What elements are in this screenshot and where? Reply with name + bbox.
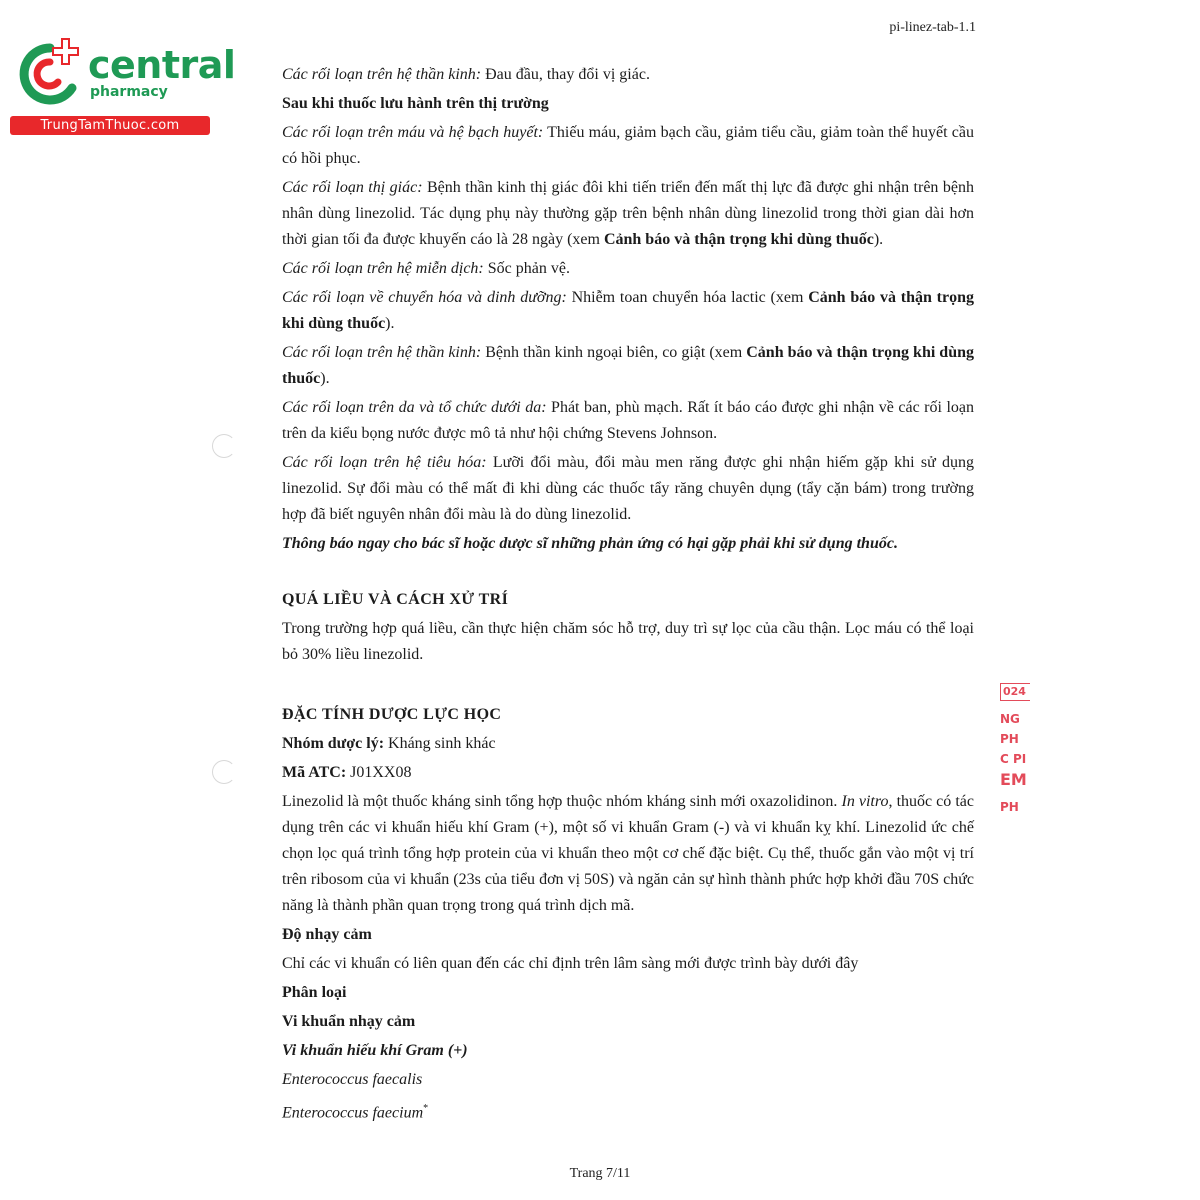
sensitive-bacteria-heading: Vi khuẩn nhạy cảm	[282, 1013, 416, 1030]
side-effect-nervous-system-post: Các rối loạn trên hệ thần kinh: Bệnh thần kinh ngoại biên, co giật (xem Cảnh báo và thận trọng khi dùng thuốc).	[282, 344, 975, 387]
binder-hole-mark	[212, 760, 236, 784]
organism-faecalis: Enterococcus faecalis	[282, 1071, 423, 1088]
sensitivity-text: Chỉ các vi khuẩn có liên quan đến các chỉ định trên lâm sàng mới được trình bày dưới đây	[282, 955, 859, 972]
binder-hole-mark	[212, 434, 236, 458]
overdose-text: Trong trường hợp quá liều, cần thực hiện chăm sóc hỗ trợ, duy trì sự lọc của cầu thận. Lọc máu có thể loại bỏ 30% liều linezolid.	[282, 620, 974, 663]
document-body	[282, 62, 974, 1129]
side-effect-digestive: Các rối loạn trên hệ tiêu hóa: Lưỡi đổi màu, đổi màu men răng được ghi nhận hiếm gặp khi sử dụng linezolid. Sự đổi màu có thể mất đi khi dùng các thuốc tẩy răng chuyên dụng (tẩy cặn bám) trong trường hợp đã biết nguyên nhân đổi màu là do dùng linezolid.	[282, 454, 974, 523]
page-number: Trang 7/11	[569, 1166, 631, 1181]
pharmacy-cross-logo-icon	[10, 36, 88, 112]
side-effect-blood: Các rối loạn trên máu và hệ bạch huyết: Thiếu máu, giảm bạch cầu, giảm tiểu cầu, giảm toàn thể huyết cầu có hồi phục.	[282, 124, 975, 167]
side-effect-metabolism: Các rối loạn về chuyển hóa và dinh dưỡng: Nhiễm toan chuyển hóa lactic (xem Cảnh báo và thận trọng khi dùng thuốc).	[282, 289, 975, 332]
pharmacological-group: Nhóm dược lý: Kháng sinh khác	[282, 735, 496, 752]
adverse-reaction-notice: Thông báo ngay cho bác sĩ hoặc dược sĩ những phản ứng có hại gặp phải khi sử dụng thuốc.	[282, 535, 898, 552]
side-effect-immune: Các rối loạn trên hệ miễn dịch: Sốc phản vệ.	[282, 260, 570, 277]
logo-website-url[interactable]: TrungTamThuoc.com	[10, 116, 210, 135]
mechanism-description: Linezolid là một thuốc kháng sinh tổng hợp thuộc nhóm kháng sinh mới oxazolidinon. In vitro, thuốc có tác dụng trên các vi khuẩn hiếu khí Gram (+), một số vi khuẩn Gram (-) và vi khuẩn kỵ khí. Linezolid ức chế chọn lọc quá trình tổng hợp protein của vi khuẩn theo một cơ chế đặc biệt. Cụ thể, thuốc gắn vào một vị trí trên ribosom của vi khuẩn (23s của tiểu đơn vị 50S) và ngăn cản sự hình thành phức hợp khởi đầu 70S chức năng là thành phần quan trọng trong quá trình dịch mã.	[282, 793, 974, 914]
post-marketing-heading: Sau khi thuốc lưu hành trên thị trường	[282, 95, 549, 112]
side-effect-nervous-system: Các rối loạn trên hệ thần kinh: Đau đầu, thay đổi vị giác.	[282, 66, 650, 83]
logo-brand-name: central	[88, 43, 236, 87]
classification-heading: Phân loại	[282, 984, 347, 1001]
side-effect-skin: Các rối loạn trên da và tổ chức dưới da: Phát ban, phù mạch. Rất ít báo cáo được ghi nhận về các rối loạn trên da kiểu bọng nước được mô tả như hội chứng Stevens Johnson.	[282, 399, 974, 442]
side-effect-vision: Các rối loạn thị giác: Bệnh thần kinh thị giác đôi khi tiến triển đến mất thị lực đã được ghi nhận trên bệnh nhân dùng linezolid. Tác dụng phụ này thường gặp trên bệnh nhân dùng linezolid trong thời gian dài hơn thời gian tối đa được khuyến cáo là 28 ngày (xem Cảnh báo và thận trọng khi dùng thuốc).	[282, 179, 974, 248]
gram-positive-heading: Vi khuẩn hiếu khí Gram (+)	[282, 1042, 468, 1059]
organism-faecium: Enterococcus faecium*	[282, 1103, 429, 1122]
atc-code: Mã ATC: J01XX08	[282, 764, 412, 781]
overdose-heading: QUÁ LIỀU VÀ CÁCH XỬ TRÍ	[282, 591, 509, 608]
logo-subtitle: pharmacy	[90, 84, 168, 100]
document-id: pi-linez-tab-1.1	[889, 20, 976, 35]
partial-red-stamp: 024 NG PH C PI EM PH	[1000, 683, 1030, 817]
central-pharmacy-logo[interactable]	[10, 36, 236, 138]
pharmacodynamics-heading: ĐẶC TÍNH DƯỢC LỰC HỌC	[282, 706, 502, 723]
sensitivity-heading: Độ nhạy cảm	[282, 926, 372, 943]
